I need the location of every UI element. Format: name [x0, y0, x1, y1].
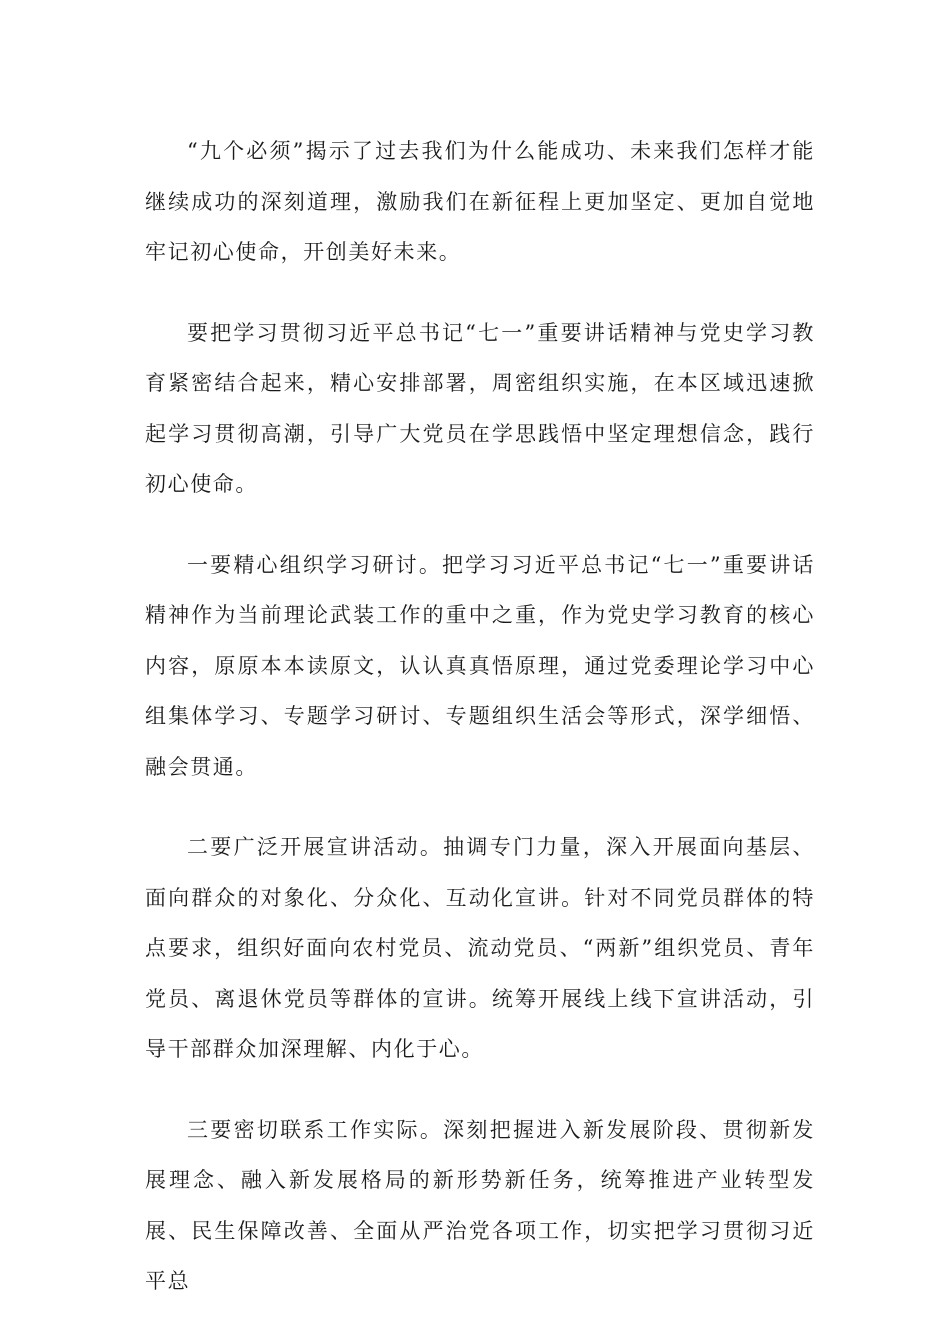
document-body [145, 126, 815, 1307]
paragraph-study-integration: 要把学习贯彻习近平总书记“七一”重要讲话精神与党史学习教育紧密结合起来，精心安排部署，周密组织实施，在本区域迅速掀起学习贯彻高潮，引导广大党员在学思践悟中坚定理想信念，践行初心使命。 [145, 320, 815, 496]
paragraph-organize-study: 一要精心组织学习研讨。把学习习近平总书记“七一”重要讲话精神作为当前理论武装工作的重中之重，作为党史学习教育的核心内容，原原本本读原文，认认真真悟原理，通过党委理论学习中心组集体学习、专题学习研讨、专题组织生活会等形式，深学细悟、融会贯通。 [145, 552, 815, 779]
paragraph-work-practice: 三要密切联系工作实际。深刻把握进入新发展阶段、贯彻新发展理念、融入新发展格局的新形势新任务，统筹推进产业转型发展、民生保障改善、全面从严治党各项工作，切实把学习贯彻习近平总 [145, 1117, 815, 1293]
paragraph-lecture-activities: 二要广泛开展宣讲活动。抽调专门力量，深入开展面向基层、面向群众的对象化、分众化、互动化宣讲。针对不同党员群体的特点要求，组织好面向农村党员、流动党员、“两新”组织党员、青年党员、离退休党员等群体的宣讲。统筹开展线上线下宣讲活动，引导干部群众加深理解、内化于心。 [145, 835, 815, 1061]
paragraph-nine-musts: “九个必须”揭示了过去我们为什么能成功、未来我们怎样才能继续成功的深刻道理，激励我们在新征程上更加坚定、更加自觉地牢记初心使命，开创美好未来。 [145, 139, 815, 264]
